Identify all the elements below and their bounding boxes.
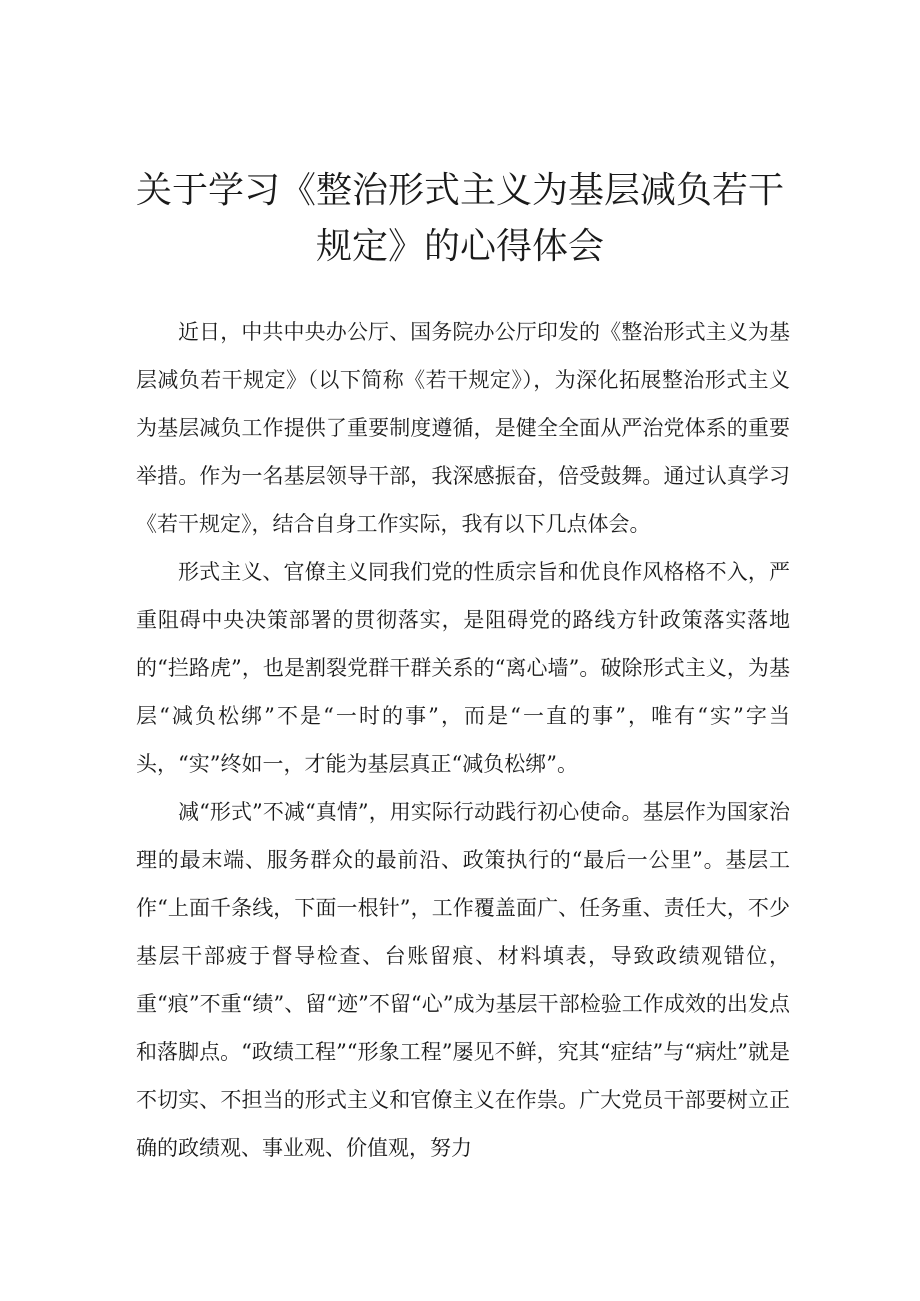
paragraph-2: 形式主义、官僚主义同我们党的性质宗旨和优良作风格格不入，严重阻碍中央决策部署的贯彻落实，是阻碍党的路线方针政策落实落地的“拦路虎”，也是割裂党群干群关系的“离心墙”。破除形式主义，为基层“减负松绑”不是“一时的事”，而是“一直的事”，唯有“实”字当头，“实”终如一，才能为基层真正“减负松绑”。 xyxy=(136,560,790,776)
document-body xyxy=(136,308,790,1172)
paragraph-1: 近日，中共中央办公厅、国务院办公厅印发的《整治形式主义为基层减负若干规定》（以下简称《若干规定》），为深化拓展整治形式主义为基层减负工作提供了重要制度遵循，是健全全面从严治党体系的重要举措。作为一名基层领导干部，我深感振奋，倍受鼓舞。通过认真学习《若干规定》，结合自身工作实际，我有以下几点体会。 xyxy=(136,320,790,536)
title-line-2: 规定》的心得体会 xyxy=(315,226,604,267)
paragraph-3: 减“形式”不减“真情”，用实际行动践行初心使命。基层作为国家治理的最末端、服务群众的最前沿、政策执行的“最后一公里”。基层工作“上面千条线，下面一根针”，工作覆盖面广、任务重、责任大，不少基层干部疲于督导检查、台账留痕、材料填表，导致政绩观错位，重“痕”不重“绩”、留“迹”不留“心”成为基层干部检验工作成效的出发点和落脚点。“政绩工程”“形象工程”屡见不鲜，究其“症结”与“病灶”就是不切实、不担当的形式主义和官僚主义在作祟。广大党员干部要树立正确的政绩观、事业观、价值观，努力 xyxy=(136,800,790,1160)
title-line-1: 关于学习《整治形式主义为基层减负若干 xyxy=(135,170,784,211)
document-title xyxy=(100,163,820,275)
